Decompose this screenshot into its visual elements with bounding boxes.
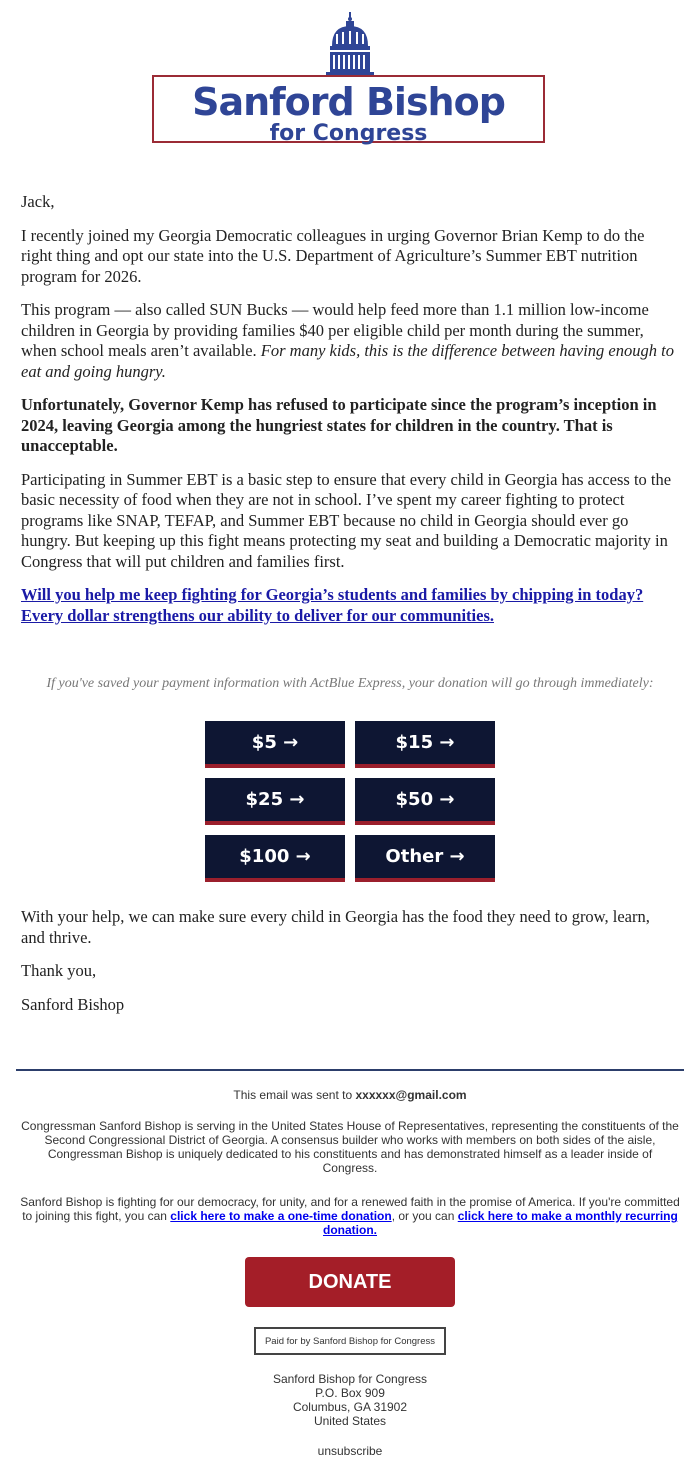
donate-25-button[interactable]: $25 → — [205, 778, 345, 825]
sent-to-email: xxxxxx@gmail.com — [355, 1088, 467, 1102]
donate-15-button[interactable]: $15 → — [355, 721, 495, 768]
paragraph-2-text: This program — also called SUN Bucks — would help feed more than 1.1 million low-income children in Georgia by providing families $40 per eligible child per month during the summer, when school meals aren’t available. — [21, 300, 649, 360]
fight-text-1: Sanford Bishop is fighting for our democracy, for unity, and for a renewed faith in the promise of America. If you're committed to joining this fight, you can — [20, 1195, 680, 1223]
paid-for-disclaimer: Paid for by Sanford Bishop for Congress — [254, 1327, 446, 1355]
closing-thanks: Thank you, — [21, 961, 97, 980]
fight-text-2: , or you can — [391, 1209, 455, 1223]
header — [0, 0, 700, 175]
paragraph-1: I recently joined my Georgia Democratic colleagues in urging Governor Brian Kemp to do the right thing and opt our state into the U.S. Department of Agriculture’s Summer EBT nutrition program for 2026. — [21, 225, 645, 286]
sent-to-prefix: This email was sent to — [233, 1088, 353, 1102]
footer-divider — [16, 1069, 684, 1071]
paragraph-4: Participating in Summer EBT is a basic step to ensure that every child in Georgia has access to the basic necessity of food when they are not in school. I’ve spent my career fighting to protect programs like SNAP, TEFAP, and Summer EBT because no child in Georgia should ever go hungry. But keeping up this fight means protecting my seat and building a Democratic majority in Congress that will put children and families first. — [21, 469, 672, 571]
one-time-donation-link[interactable]: click here to make a one-time donation — [170, 1209, 392, 1223]
sent-to-line — [20, 1088, 680, 1102]
donate-100-button[interactable]: $100 → — [205, 835, 345, 882]
cta-link[interactable]: Will you help me keep fighting for Georgia’s students and families by chipping in today? Every dollar strengthens our ability to deliver for our communities. — [21, 585, 644, 625]
donate-other-button[interactable]: Other → — [355, 835, 495, 882]
logo-subtitle: for Congress — [269, 121, 428, 146]
closing — [21, 907, 677, 1028]
actblue-express-note: If you've saved your payment information with ActBlue Express, your donation will go through immediately: — [46, 676, 654, 691]
capitol-dome-icon — [322, 12, 378, 84]
donate-5-button[interactable]: $5 → — [205, 721, 345, 768]
paragraph-3-strong: Unfortunately, Governor Kemp has refused to participate since the program’s inception in 2024, leaving Georgia among the hungriest states for children in the country. That is unacceptable. — [21, 395, 657, 455]
donate-50-button[interactable]: $50 → — [355, 778, 495, 825]
address-line-4: United States — [313, 1414, 387, 1428]
unsubscribe-link[interactable]: unsubscribe — [317, 1444, 383, 1458]
unsubscribe-line — [20, 1444, 680, 1458]
donate-button[interactable]: DONATE — [245, 1257, 455, 1307]
recurring-donation-link[interactable]: click here to make a monthly recurring donation. — [323, 1209, 678, 1237]
signature: Sanford Bishop — [21, 994, 125, 1014]
closing-paragraph: With your help, we can make sure every child in Georgia has the food they need to grow, learn, and thrive. — [21, 907, 650, 947]
mailing-address — [20, 1372, 680, 1428]
bio-paragraph: Congressman Sanford Bishop is serving in the United States House of Representatives, representing the constituents of the Second Congressional District of Georgia. A consensus builder who works with members on both sides of the aisle, Congressman Bishop is uniquely dedicated to his constituents and has demonstrated himself as a leader inside of Congress. — [21, 1119, 679, 1175]
address-line-3: Columbus, GA 31902 — [292, 1400, 408, 1414]
fight-paragraph — [20, 1195, 680, 1237]
cta-paragraph — [21, 585, 677, 626]
paragraph-2 — [21, 300, 677, 382]
logo — [152, 75, 545, 146]
address-line-1: Sanford Bishop for Congress — [272, 1372, 428, 1386]
paragraph-2-italic: For many kids, this is the difference between having enough to eat and going hungry. — [21, 341, 674, 381]
paragraph-3-bold — [21, 395, 677, 457]
logo-name: Sanford Bishop — [192, 80, 505, 124]
letter-body — [21, 192, 677, 639]
greeting: Jack, — [21, 192, 55, 211]
address-line-2: P.O. Box 909 — [315, 1386, 385, 1400]
